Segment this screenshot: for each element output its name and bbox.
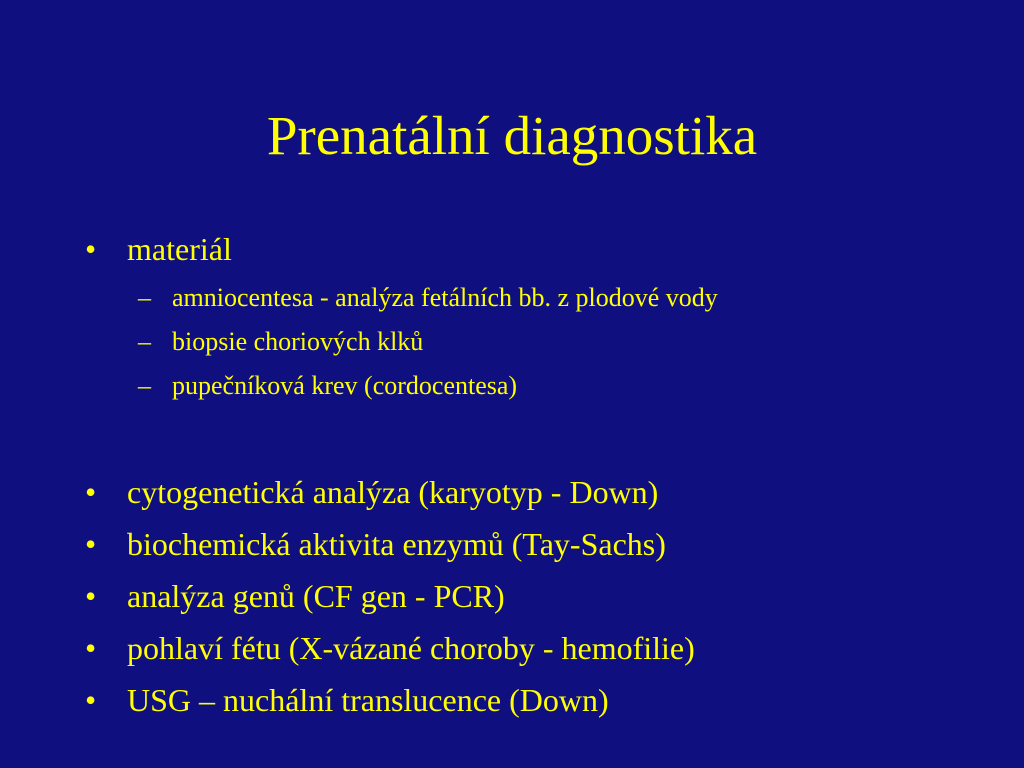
bullet-text: analýza genů (CF gen - PCR) <box>127 578 505 614</box>
bullet-item-fetal-sex <box>85 628 695 668</box>
bullet-icon: • <box>85 630 97 666</box>
dash-icon: – <box>138 371 151 400</box>
sub-item-text: biopsie choriových klků <box>172 327 424 356</box>
sub-item-amniocentesa <box>138 282 718 314</box>
bullet-item-gene-analysis <box>85 576 505 616</box>
sub-item-text: pupečníková krev (cordocentesa) <box>172 371 518 400</box>
bullet-icon: • <box>85 474 97 510</box>
bullet-text: cytogenetická analýza (karyotyp - Down) <box>127 474 659 510</box>
bullet-icon: • <box>85 682 97 718</box>
bullet-icon: • <box>85 231 97 267</box>
bullet-text: pohlaví fétu (X-vázané choroby - hemofilie) <box>127 630 695 666</box>
bullet-item-material <box>85 229 232 269</box>
bullet-icon: • <box>85 578 97 614</box>
bullet-item-usg <box>85 680 609 720</box>
bullet-icon: • <box>85 526 97 562</box>
sub-item-text: amniocentesa - analýza fetálních bb. z plodové vody <box>172 283 718 312</box>
bullet-text: biochemická aktivita enzymů (Tay-Sachs) <box>127 526 666 562</box>
bullet-text: USG – nuchální translucence (Down) <box>127 682 609 718</box>
dash-icon: – <box>138 283 151 312</box>
slide-title: Prenatální diagnostika <box>266 105 758 166</box>
bullet-text: materiál <box>127 231 232 267</box>
sub-item-biopsie <box>138 326 423 358</box>
sub-item-cordocentesa <box>138 370 517 402</box>
bullet-item-biochemical <box>85 524 666 564</box>
bullet-item-cytogenetic <box>85 472 658 512</box>
dash-icon: – <box>138 327 151 356</box>
